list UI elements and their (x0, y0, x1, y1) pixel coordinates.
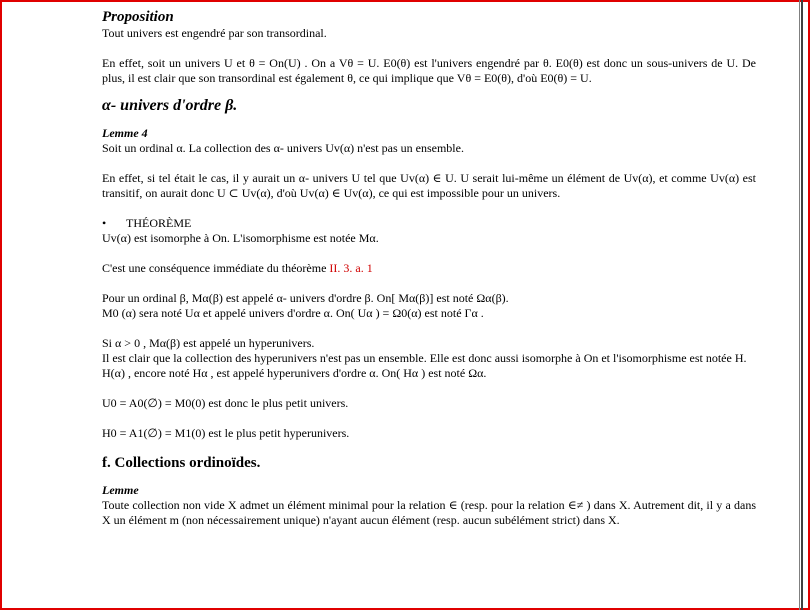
lemme-statement: Toute collection non vide X admet un élément minimal pour la relation ∈ (resp. pour la relation ∈≠ ) dans X. Autrement dit, il y a dans X un élément m (non nécessairement unique) n'ayant aucun élément (resp. aucun subélément strict) dans X. (102, 498, 756, 527)
section-alpha-univers-title: α- univers d'ordre β. (102, 97, 238, 114)
consequence-text: C'est une conséquence immédiate du théorème (102, 261, 330, 275)
page-edge-shadow (801, 0, 803, 610)
lemme-title: Lemme (102, 483, 139, 497)
theoreme-heading (102, 216, 756, 231)
def-line-1: Pour un ordinal β, Mα(β) est appelé α- univers d'ordre β. On[ Mα(β)] est noté Ωα(β). (102, 291, 509, 305)
proposition-statement: Tout univers est engendré par son transordinal. (102, 26, 327, 40)
lemme4-proof: En effet, si tel était le cas, il y aurait un α- univers U tel que Uv(α) ∈ U. U serait lui-même un élément de Uv(α), et comme Uv(α) est transitif, on aurait donc U ⊂ Uv(α), d'où Uv(α) ∈ Uv(α), ce qui est impossible pour un univers. (102, 171, 756, 200)
def-line-7: H0 = A1(∅) = M1(0) est le plus petit hyperunivers. (102, 426, 350, 440)
bullet-icon: • (102, 216, 107, 230)
theoreme-consequence (102, 261, 756, 276)
document-body (102, 0, 756, 528)
theorem-reference-link[interactable]: II. 3. a. 1 (329, 261, 373, 275)
def-line-6: U0 = A0(∅) = M0(0) est donc le plus petit univers. (102, 396, 349, 410)
def-line-2: M0 (α) sera noté Uα et appelé univers d'ordre α. On( Uα ) = Ω0(α) est noté Γα . (102, 306, 484, 320)
theoreme-title: THÉORÈME (126, 216, 192, 230)
def-line-4: Il est clair que la collection des hyperunivers n'est pas un ensemble. Elle est donc aussi isomorphe à On et l'isomorphisme est notée H. (102, 351, 747, 365)
lemme4-title: Lemme 4 (102, 126, 148, 140)
lemme4-statement: Soit un ordinal α. La collection des α- univers Uv(α) n'est pas un ensemble. (102, 141, 464, 155)
def-line-5: H(α) , encore noté Hα , est appelé hyperunivers d'ordre α. On( Hα ) est noté Ωα. (102, 366, 487, 380)
proposition-proof: En effet, soit un univers U et θ = On(U) . On a Vθ = U. E0(θ) est l'univers engendré par θ. E0(θ) est donc un sous-univers de U. De plus, il est clair que son transordinal est également θ, ce qui implique que Vθ = E0(θ), d'où E0(θ) = U. (102, 56, 756, 85)
page-edge-line (799, 0, 800, 610)
theoreme-statement: Uv(α) est isomorphe à On. L'isomorphisme est notée Mα. (102, 231, 379, 245)
def-line-3: Si α > 0 , Mα(β) est appelé un hyperunivers. (102, 336, 315, 350)
section-f-title: f. Collections ordinoïdes. (102, 455, 261, 471)
proposition-title: Proposition (102, 9, 174, 25)
